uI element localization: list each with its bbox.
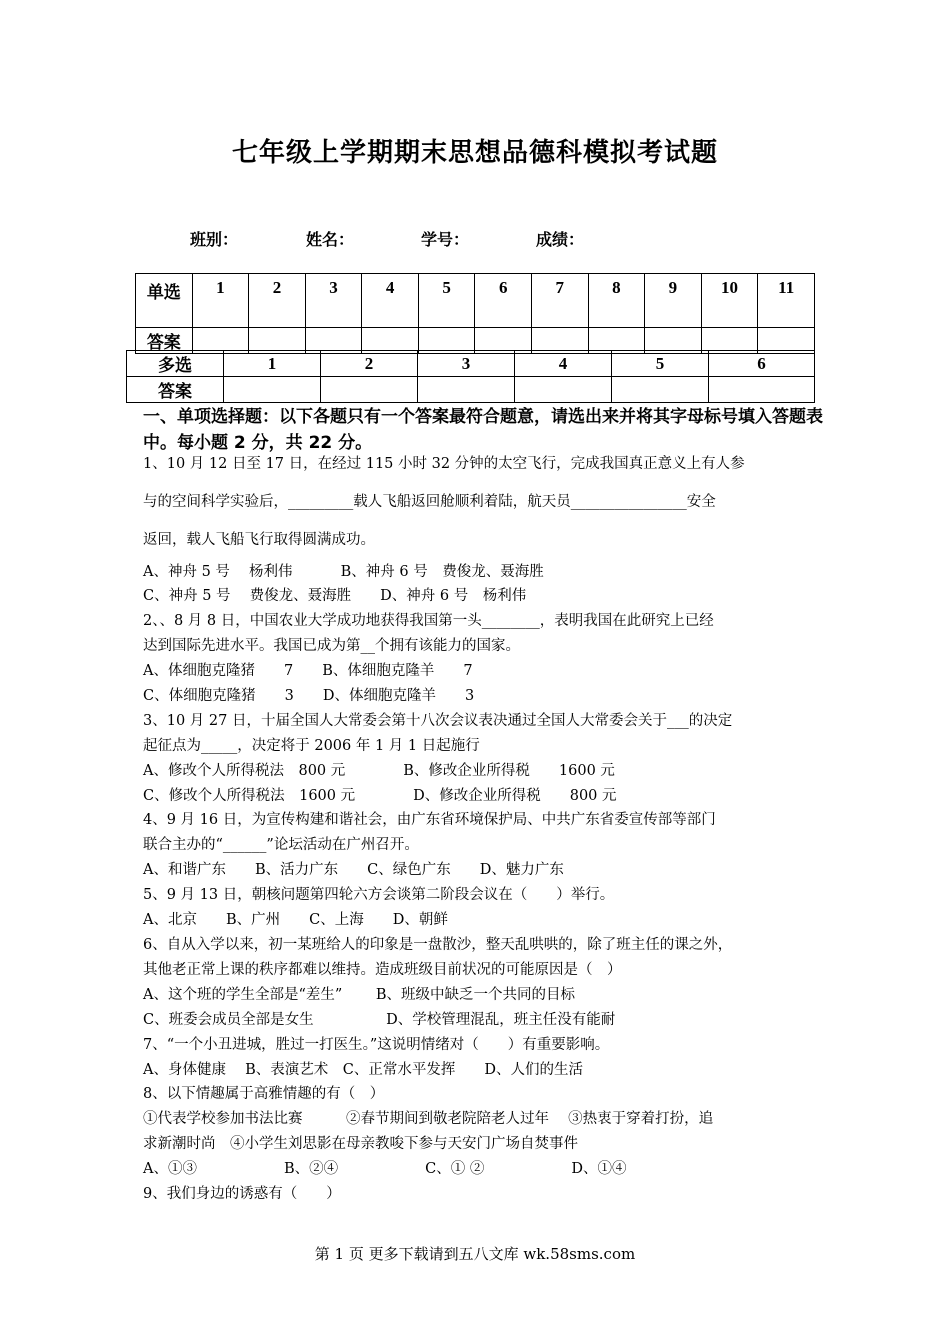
option-line: A、这个班的学生全部是“差生” B、班级中缺乏一个共同的目标 — [143, 987, 576, 1003]
question-line: 求新潮时尚 ④小学生刘思影在母亲教唆下参与天安门广场自焚事件 — [143, 1136, 578, 1152]
question-number: 3 — [418, 351, 515, 377]
question-number: 9 — [645, 274, 702, 328]
question-number: 4 — [362, 274, 419, 328]
question-number: 10 — [701, 274, 758, 328]
option-line: A、①③ B、②④ C、① ② D、①④ — [143, 1161, 627, 1177]
question-number: 1 — [224, 351, 321, 377]
question-line: 起征点为_____，决定将于 2006 年 1 月 1 日起施行 — [143, 738, 480, 754]
question-number: 2 — [249, 274, 306, 328]
question-number: 6 — [475, 274, 532, 328]
option-line: A、北京 B、广州 C、上海 D、朝鲜 — [143, 912, 448, 928]
question-number: 8 — [588, 274, 645, 328]
class-label: 班别： — [190, 230, 239, 249]
answer-label: 答案 — [136, 328, 193, 354]
question-line: 5、9 月 13 日，朝核问题第四轮六方会谈第二阶段会议在（ ）举行。 — [143, 887, 615, 903]
answer-cell[interactable] — [321, 377, 418, 403]
score-label: 成绩： — [536, 230, 585, 249]
question-number: 11 — [758, 274, 815, 328]
option-line: C、神舟 5 号 费俊龙、聂海胜 D、神舟 6 号 杨利伟 — [143, 588, 527, 604]
answer-label: 答案 — [127, 377, 224, 403]
number-label: 学号： — [421, 230, 470, 249]
question-number: 2 — [321, 351, 418, 377]
option-line: C、体细胞克隆猪 3 D、体细胞克隆羊 3 — [143, 688, 475, 704]
name-label: 姓名： — [306, 230, 355, 249]
question-number: 5 — [612, 351, 709, 377]
option-line: C、修改个人所得税法 1600 元 D、修改企业所得税 800 元 — [143, 788, 617, 804]
question-number: 4 — [515, 351, 612, 377]
section-heading: 一、单项选择题：以下各题只有一个答案最符合题意，请选出来并将其字母标号填入答题表中。每小题 2 分，共 22 分。 — [143, 407, 823, 453]
answer-cell[interactable] — [515, 377, 612, 403]
option-line: A、修改个人所得税法 800 元 B、修改企业所得税 1600 元 — [143, 763, 615, 779]
question-line: 4、9 月 16 日，为宣传构建和谐社会，由广东省环境保护局、中共广东省委宣传部等部门 — [143, 812, 716, 828]
question-line: 8、以下情趣属于高雅情趣的有（ ） — [143, 1086, 385, 1102]
answer-cell[interactable] — [612, 377, 709, 403]
question-line: 其他老正常上课的秩序都难以维持。造成班级目前状况的可能原因是（ ） — [143, 962, 622, 978]
multi-choice-label: 多选 — [127, 351, 224, 377]
question-line: 联合主办的“______”论坛活动在广州召开。 — [143, 837, 419, 853]
option-line: A、神舟 5 号 杨利伟 B、神舟 6 号 费俊龙、聂海胜 — [143, 564, 544, 580]
question-line: 7、“一个小丑进城，胜过一打医生。”这说明情绪对（ ）有重要影响。 — [143, 1037, 610, 1053]
option-line: A、体细胞克隆猪 7 B、体细胞克隆羊 7 — [143, 663, 473, 679]
option-line: C、班委会成员全部是女生 D、学校管理混乱，班主任没有能耐 — [143, 1012, 616, 1028]
page-footer: 第 1 页 更多下载请到五八文库 wk.58sms.com — [314, 1245, 636, 1263]
single-choice-label: 单选 — [136, 274, 193, 328]
answer-cell[interactable] — [224, 377, 321, 403]
question-number: 5 — [418, 274, 475, 328]
question-number: 6 — [709, 351, 815, 377]
question-line: 9、我们身边的诱惑有（ ） — [143, 1186, 341, 1202]
question-number: 3 — [305, 274, 362, 328]
question-line: 与的空间科学实验后，_________载人飞船返回舱顺利着陆，航天员________________安全 — [143, 494, 716, 510]
option-line: A、身体健康 B、表演艺术 C、正常水平发挥 D、人们的生活 — [143, 1062, 583, 1078]
answer-cell[interactable] — [418, 377, 515, 403]
option-line: A、和谐广东 B、活力广东 C、绿色广东 D、魅力广东 — [143, 862, 564, 878]
page-title: 七年级上学期期末思想品德科模拟考试题 — [231, 138, 718, 168]
multi-choice-answer-table — [126, 350, 815, 403]
question-line: 2、、8 月 8 日，中国农业大学成功地获得我国第一头________，表明我国在此研究上已经 — [143, 613, 714, 629]
question-line: 6、自从入学以来，初一某班给人的印象是一盘散沙，整天乱哄哄的，除了班主任的课之外， — [143, 937, 733, 953]
question-line: 返回，载人飞船飞行取得圆满成功。 — [143, 532, 375, 548]
question-line: 达到国际先进水平。我国已成为第__个拥有该能力的国家。 — [143, 638, 520, 654]
question-line: 3、10 月 27 日，十届全国人大常委会第十八次会议表决通过全国人大常委会关于___的决定 — [143, 713, 733, 729]
answer-cell[interactable] — [709, 377, 815, 403]
question-number: 1 — [192, 274, 249, 328]
question-line: 1、10 月 12 日至 17 日，在经过 115 小时 32 分钟的太空飞行，完成我国真正意义上有人参 — [143, 456, 745, 472]
single-choice-answer-table — [135, 273, 815, 354]
question-number: 7 — [532, 274, 589, 328]
question-line: ①代表学校参加书法比赛 ②春节期间到敬老院陪老人过年 ③热衷于穿着打扮，追 — [143, 1111, 714, 1127]
